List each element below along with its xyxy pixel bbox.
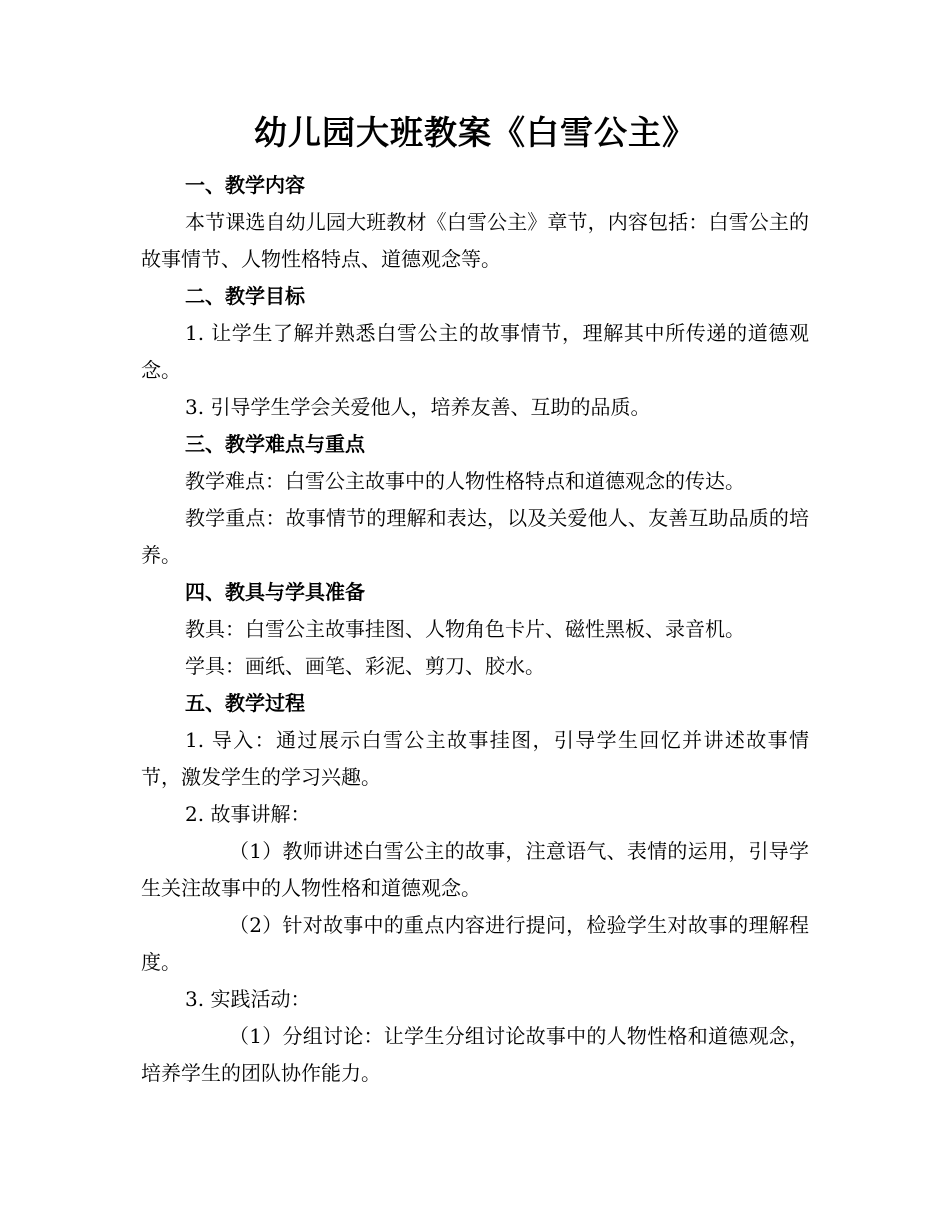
section-heading: 二、教学目标 — [185, 284, 305, 308]
paragraph: 教学难点：白雪公主故事中的人物性格特点和道德观念的传达。 — [185, 469, 745, 493]
paragraph: 1. 导入：通过展示白雪公主故事挂图，引导学生回忆并讲述故事情节，激发学生的学习兴趣。 — [141, 728, 809, 789]
paragraph: 教具：白雪公主故事挂图、人物角色卡片、磁性黑板、录音机。 — [185, 617, 745, 641]
paragraph: 本节课选自幼儿园大班教材《白雪公主》章节，内容包括：白雪公主的故事情节、人物性格特点、道德观念等。 — [141, 210, 809, 271]
paragraph: 学具：画纸、画笔、彩泥、剪刀、胶水。 — [185, 654, 545, 678]
paragraph: 2. 故事讲解： — [185, 802, 311, 826]
paragraph: （1）教师讲述白雪公主的故事，注意语气、表情的运用，引导学生关注故事中的人物性格和道德观念。 — [141, 839, 809, 900]
document-body — [141, 167, 809, 1092]
paragraph: 1. 让学生了解并熟悉白雪公主的故事情节，理解其中所传递的道德观念。 — [141, 321, 809, 382]
section-heading: 三、教学难点与重点 — [185, 432, 365, 456]
paragraph: （1）分组讨论：让学生分组讨论故事中的人物性格和道德观念，培养学生的团队协作能力。 — [141, 1024, 809, 1085]
page-title: 幼儿园大班教案《白雪公主》 — [254, 113, 696, 152]
section-heading: 一、教学内容 — [185, 173, 305, 197]
section-heading: 四、教具与学具准备 — [185, 580, 365, 604]
paragraph: 3. 引导学生学会关爱他人，培养友善、互助的品质。 — [185, 395, 651, 419]
paragraph: 教学重点：故事情节的理解和表达，以及关爱他人、友善互助品质的培养。 — [141, 506, 809, 567]
section-heading: 五、教学过程 — [185, 691, 305, 715]
paragraph: （2）针对故事中的重点内容进行提问，检验学生对故事的理解程度。 — [141, 913, 809, 974]
paragraph: 3. 实践活动： — [185, 987, 311, 1011]
